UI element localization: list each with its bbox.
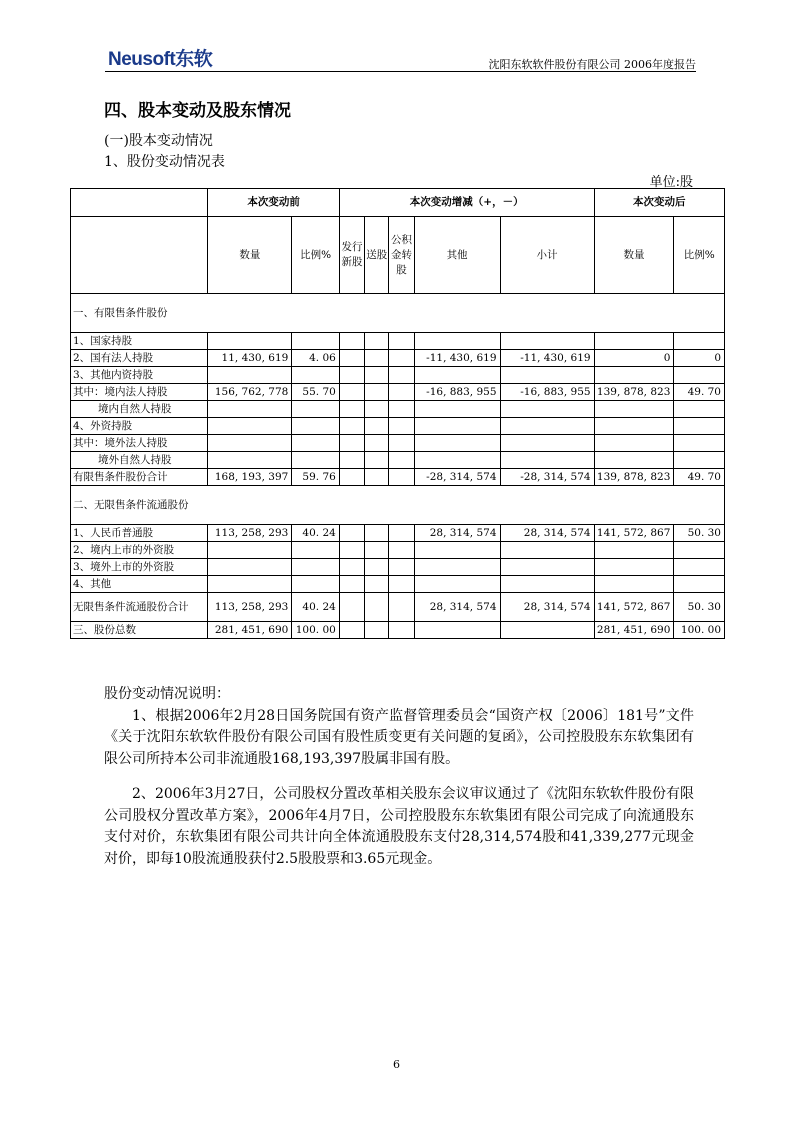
table-cell: [208, 542, 292, 559]
table-cell: [594, 435, 674, 452]
table-cell: [414, 333, 500, 350]
table-cell: [674, 559, 725, 576]
table-cell: [365, 435, 389, 452]
table-cell: 141, 572, 867: [594, 593, 674, 622]
table-cell: [208, 559, 292, 576]
table-cell: [414, 542, 500, 559]
table-row: [71, 469, 725, 486]
row-label: 3、境外上市的外资股: [71, 559, 208, 576]
notes-title: 股份变动情况说明：: [104, 686, 230, 702]
table-cell: [594, 418, 674, 435]
table-cell: 139, 878, 823: [594, 469, 674, 486]
table-row: [71, 542, 725, 559]
table-cell: [389, 401, 414, 418]
table-row: [71, 452, 725, 469]
table-cell: [292, 367, 340, 384]
table-cell: [365, 452, 389, 469]
col-header: 数量: [594, 217, 674, 294]
row-label: 一、有限售条件股份: [71, 294, 725, 333]
table-cell: [339, 525, 364, 542]
table-cell: [365, 384, 389, 401]
table-body: [71, 294, 725, 639]
table-cell: [674, 418, 725, 435]
table-cell: 0: [594, 350, 674, 367]
table-cell: 49. 70: [674, 384, 725, 401]
col-header: 比例%: [292, 217, 340, 294]
table-cell: [500, 452, 594, 469]
table-cell: [339, 469, 364, 486]
row-label: 有限售条件股份合计: [71, 469, 208, 486]
table-cell: [389, 384, 414, 401]
table-cell: [389, 525, 414, 542]
table-cell: [414, 622, 500, 639]
table-cell: [500, 435, 594, 452]
table-cell: [389, 350, 414, 367]
table-cell: [414, 559, 500, 576]
table-cell: [339, 401, 364, 418]
table-cell: [594, 452, 674, 469]
table-cell: 55. 70: [292, 384, 340, 401]
table-cell: [389, 418, 414, 435]
table-cell: 28, 314, 574: [500, 525, 594, 542]
table-cell: [292, 333, 340, 350]
notes-paragraph-2: 2、2006年3月27日，公司股权分置改革相关股东会议审议通过了《沈阳东软软件股份有限公司股权分置改革方案》，2006年4月7日，公司控股股东东软集团有限公司完成了向流通股东支付对价，东软集团有限公司共计向全体流通股股东支付28,314,574股和41,339,277元现金对价，即每10股流通股获付2.5股股票和3.65元现金。: [104, 786, 694, 867]
table-cell: [339, 367, 364, 384]
table-row: [71, 486, 725, 525]
share-change-table: [70, 188, 725, 639]
row-label: 境外自然人持股: [71, 452, 208, 469]
table-cell: [500, 333, 594, 350]
table-cell: 139, 878, 823: [594, 384, 674, 401]
table-row: [71, 401, 725, 418]
table-cell: [292, 559, 340, 576]
table-cell: [500, 559, 594, 576]
section-subtitle: (一)股本变动情况: [104, 133, 213, 149]
table-cell: [674, 435, 725, 452]
table-cell: [292, 542, 340, 559]
table-cell: [414, 401, 500, 418]
row-label: 4、其他: [71, 576, 208, 593]
table-cell: 40. 24: [292, 593, 340, 622]
table-row: [71, 333, 725, 350]
unit-label: 单位:股: [649, 175, 693, 190]
table-cell: [594, 401, 674, 418]
table-cell: [365, 622, 389, 639]
table-cell: -28, 314, 574: [414, 469, 500, 486]
row-label: 其中：境外法人持股: [71, 435, 208, 452]
table-cell: [594, 542, 674, 559]
table-cell: [414, 367, 500, 384]
table-cell: [208, 401, 292, 418]
table-cell: [365, 559, 389, 576]
row-label: 2、国有法人持股: [71, 350, 208, 367]
table-cell: 100. 00: [674, 622, 725, 639]
group-header-after: 本次变动后: [594, 189, 724, 217]
page-number: 6: [393, 1058, 400, 1071]
table-cell: 50. 30: [674, 593, 725, 622]
table-cell: [594, 576, 674, 593]
table-cell: -28, 314, 574: [500, 469, 594, 486]
table-cell: -11, 430, 619: [414, 350, 500, 367]
table-cell: [414, 452, 500, 469]
row-label: 2、境内上市的外资股: [71, 542, 208, 559]
table-cell: [500, 418, 594, 435]
row-label: 3、其他内资持股: [71, 367, 208, 384]
table-cell: [389, 452, 414, 469]
col-header: 公积金转股: [389, 217, 414, 294]
table-cell: [208, 418, 292, 435]
row-label: 无限售条件流通股份合计: [71, 593, 208, 622]
table-cell: [674, 452, 725, 469]
col-header: 送股: [365, 217, 389, 294]
table-cell: [594, 559, 674, 576]
table-cell: [389, 576, 414, 593]
table-cell: [208, 435, 292, 452]
table-cell: 281, 451, 690: [594, 622, 674, 639]
table-cell: [389, 559, 414, 576]
table-cell: [339, 622, 364, 639]
table-cell: [292, 435, 340, 452]
notes-paragraph-1: 1、根据2006年2月28日国务院国有资产监督管理委员会“国资产权〔2006〕181号”文件《关于沈阳东软软件股份有限公司国有股性质变更有关问题的复函》，公司控股股东东软集团有限公司所持本公司非流通股168,193,397股属非国有股。: [104, 707, 694, 767]
table-cell: 28, 314, 574: [500, 593, 594, 622]
table-cell: [389, 593, 414, 622]
table-cell: [339, 350, 364, 367]
table-cell: [389, 435, 414, 452]
table-row: [71, 367, 725, 384]
table-cell: [500, 367, 594, 384]
table-row: [71, 384, 725, 401]
table-cell: [414, 576, 500, 593]
row-label: 二、无限售条件流通股份: [71, 486, 725, 525]
table-row: [71, 435, 725, 452]
table-cell: 49. 70: [674, 469, 725, 486]
header-divider: [105, 71, 696, 72]
table-cell: [365, 401, 389, 418]
table-cell: [339, 418, 364, 435]
table-row: [71, 593, 725, 622]
table-cell: [365, 367, 389, 384]
table-cell: [339, 384, 364, 401]
table-cell: [389, 367, 414, 384]
table-cell: [365, 333, 389, 350]
col-header: 数量: [208, 217, 292, 294]
table-cell: [208, 333, 292, 350]
table-cell: [292, 401, 340, 418]
table-cell: 4. 06: [292, 350, 340, 367]
row-label: 境内自然人持股: [71, 401, 208, 418]
table-cell: [674, 401, 725, 418]
row-label: 4、外资持股: [71, 418, 208, 435]
table-cell: [208, 576, 292, 593]
table-cell: 59. 76: [292, 469, 340, 486]
table-cell: 156, 762, 778: [208, 384, 292, 401]
table-cell: [339, 559, 364, 576]
table-cell: 113, 258, 293: [208, 593, 292, 622]
table-cell: 281, 451, 690: [208, 622, 292, 639]
table-cell: [500, 542, 594, 559]
table-cell: [339, 333, 364, 350]
row-label: 1、人民币普通股: [71, 525, 208, 542]
table-cell: [365, 542, 389, 559]
table-cell: [389, 542, 414, 559]
col-header: 发行新股: [339, 217, 364, 294]
row-label: 其中：境内法人持股: [71, 384, 208, 401]
table-cell: [208, 452, 292, 469]
table-cell: [674, 333, 725, 350]
table-cell: [594, 333, 674, 350]
table-cell: [500, 401, 594, 418]
table-cell: [292, 576, 340, 593]
row-label: 1、国家持股: [71, 333, 208, 350]
table-cell: [365, 576, 389, 593]
company-logo: Neusoft东软: [108, 49, 213, 70]
table-cell: [674, 576, 725, 593]
table-cell: [389, 333, 414, 350]
col-header: 比例%: [674, 217, 725, 294]
table-cell: [500, 622, 594, 639]
notes-section: [104, 684, 694, 870]
table-cell: 28, 314, 574: [414, 593, 500, 622]
table-row: [71, 418, 725, 435]
table-cell: 50. 30: [674, 525, 725, 542]
table-cell: [292, 452, 340, 469]
table-cell: -11, 430, 619: [500, 350, 594, 367]
group-header-before: 本次变动前: [208, 189, 339, 217]
table-cell: -16, 883, 955: [414, 384, 500, 401]
table-cell: -16, 883, 955: [500, 384, 594, 401]
table-row: [71, 525, 725, 542]
report-title: 沈阳东软软件股份有限公司 2006年度报告: [488, 58, 696, 71]
col-header: 小计: [500, 217, 594, 294]
table-cell: 28, 314, 574: [414, 525, 500, 542]
table-cell: [389, 469, 414, 486]
table-cell: [339, 452, 364, 469]
group-header-change: 本次变动增减（+，－）: [339, 189, 594, 217]
table-cell: [339, 542, 364, 559]
table-row: [71, 559, 725, 576]
table-cell: 40. 24: [292, 525, 340, 542]
table-cell: [674, 542, 725, 559]
row-label: 三、股份总数: [71, 622, 208, 639]
section-title: 四、股本变动及股东情况: [104, 101, 291, 121]
table-cell: 168, 193, 397: [208, 469, 292, 486]
table-cell: [292, 418, 340, 435]
table-cell: [365, 418, 389, 435]
table-cell: [365, 525, 389, 542]
table-row: [71, 622, 725, 639]
table-cell: [594, 367, 674, 384]
table-cell: 141, 572, 867: [594, 525, 674, 542]
table-row: [71, 294, 725, 333]
table-cell: [414, 418, 500, 435]
table-cell: [339, 593, 364, 622]
header-blank: [71, 217, 208, 294]
table-cell: [365, 469, 389, 486]
table-cell: 0: [674, 350, 725, 367]
table-cell: 11, 430, 619: [208, 350, 292, 367]
table-cell: [389, 622, 414, 639]
col-header: 其他: [414, 217, 500, 294]
table-cell: [365, 593, 389, 622]
header-blank: [71, 189, 208, 217]
table-cell: [500, 576, 594, 593]
table-cell: [208, 367, 292, 384]
table-cell: [674, 367, 725, 384]
table-title: 1、股份变动情况表: [104, 154, 225, 170]
table-cell: 100. 00: [292, 622, 340, 639]
table-row: [71, 576, 725, 593]
table-row: [71, 350, 725, 367]
table-cell: [339, 576, 364, 593]
table-cell: 113, 258, 293: [208, 525, 292, 542]
table-cell: [365, 350, 389, 367]
table-cell: [339, 435, 364, 452]
table-cell: [414, 435, 500, 452]
